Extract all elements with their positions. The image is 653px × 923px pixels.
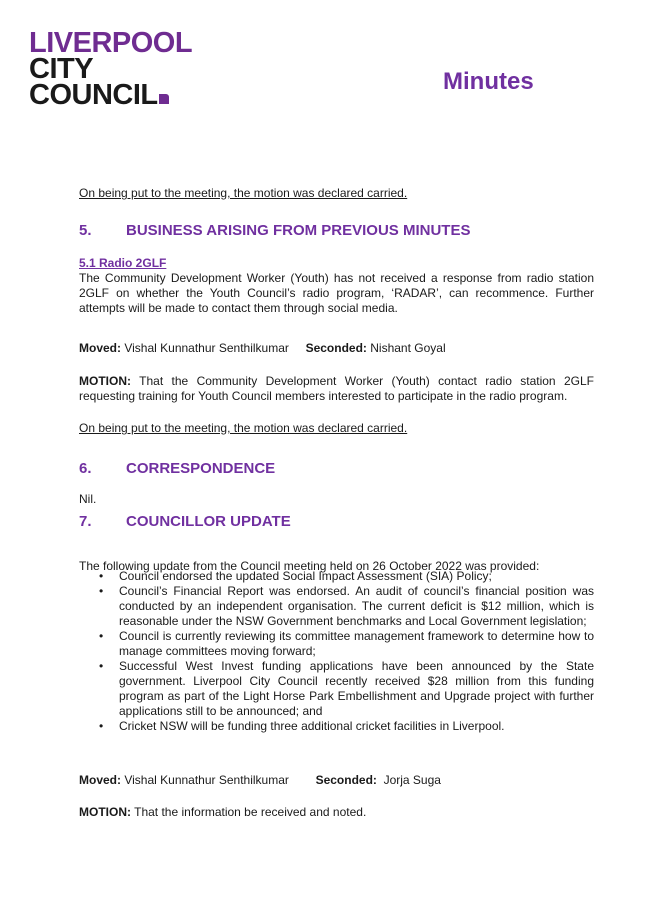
section-5-body bbox=[79, 256, 594, 316]
section-7-bullet-list-wrap bbox=[79, 569, 594, 734]
motion-label: MOTION: bbox=[79, 374, 131, 388]
carried-statement-top: On being put to the meeting, the motion was declared carried. bbox=[79, 186, 408, 200]
council-logo bbox=[29, 27, 219, 112]
list-item: • Council endorsed the updated Social Impact Assessment (SIA) Policy; bbox=[79, 569, 594, 584]
moved-label: Moved: bbox=[79, 341, 121, 355]
section-5-paragraph: The Community Development Worker (Youth) has not received a response from radio station 2GLF on whether the Youth Council’s radio program, ‘RADAR’, can recommence. Further attempts will be made to contact them through social media. bbox=[79, 271, 594, 315]
section-6-body: Nil. bbox=[79, 492, 97, 506]
list-item: • Cricket NSW will be funding three additional cricket facilities in Liverpool. bbox=[79, 719, 594, 734]
section-6-title: CORRESPONDENCE bbox=[126, 460, 276, 477]
seconded-label: Seconded: bbox=[305, 341, 367, 355]
section-5-moved-line bbox=[79, 341, 594, 356]
section-7-moved-line bbox=[79, 773, 594, 788]
section-5-number: 5. bbox=[79, 222, 92, 239]
motion-text: That the information be received and noted. bbox=[134, 805, 367, 819]
page-title: Minutes bbox=[443, 68, 534, 95]
logo-mark-icon bbox=[159, 94, 169, 104]
list-item: • Successful West Invest funding applications have been announced by the State government. Liverpool City Council recently received $28 million from this funding program as part of the Light Horse Park Embellishment and Upgrade project with further applications still to be announced; and bbox=[79, 659, 594, 719]
motion-text: That the Community Development Worker (Youth) contact radio station 2GLF requesting training for Youth Council members interested to participate in the radio program. bbox=[79, 374, 594, 403]
section-7-motion bbox=[79, 805, 594, 820]
section-7-intro: The following update from the Council meeting held on 26 October 2022 was provided: bbox=[79, 559, 540, 573]
section-5-motion bbox=[79, 374, 594, 404]
logo-line-council-wrap bbox=[29, 79, 219, 111]
carried-statement-5: On being put to the meeting, the motion was declared carried. bbox=[79, 421, 408, 435]
moved-name: Vishal Kunnathur Senthilkumar bbox=[124, 773, 289, 787]
moved-name: Vishal Kunnathur Senthilkumar bbox=[124, 341, 289, 355]
seconded-name: Jorja Suga bbox=[383, 773, 441, 787]
section-6-heading bbox=[79, 460, 275, 477]
section-5-title: BUSINESS ARISING FROM PREVIOUS MINUTES bbox=[126, 222, 471, 239]
logo-line-city: CITY bbox=[29, 53, 94, 85]
section-7-title: COUNCILLOR UPDATE bbox=[126, 513, 291, 530]
logo-line-liverpool: LIVERPOOL bbox=[29, 27, 193, 59]
list-item: • Council’s Financial Report was endorsed. An audit of council’s financial position was conducted by an independent organisation. The current deficit is $12 million, which is reasonable under the NSW Government benchmarks and Local Government legislation; bbox=[79, 584, 594, 629]
section-7-heading bbox=[79, 513, 291, 530]
subheading-radio-2glf: 5.1 Radio 2GLF bbox=[79, 256, 167, 270]
section-6-number: 6. bbox=[79, 460, 92, 477]
list-item: • Council is currently reviewing its committee management framework to determine how to manage committees moving forward; bbox=[79, 629, 594, 659]
section-7-bullet-list bbox=[79, 569, 594, 734]
moved-label: Moved: bbox=[79, 773, 121, 787]
section-5-heading bbox=[79, 222, 470, 239]
logo-line-council: COUNCIL bbox=[29, 79, 158, 111]
motion-label: MOTION: bbox=[79, 805, 131, 819]
seconded-name: Nishant Goyal bbox=[370, 341, 446, 355]
seconded-label: Seconded: bbox=[315, 773, 377, 787]
section-7-number: 7. bbox=[79, 513, 92, 530]
